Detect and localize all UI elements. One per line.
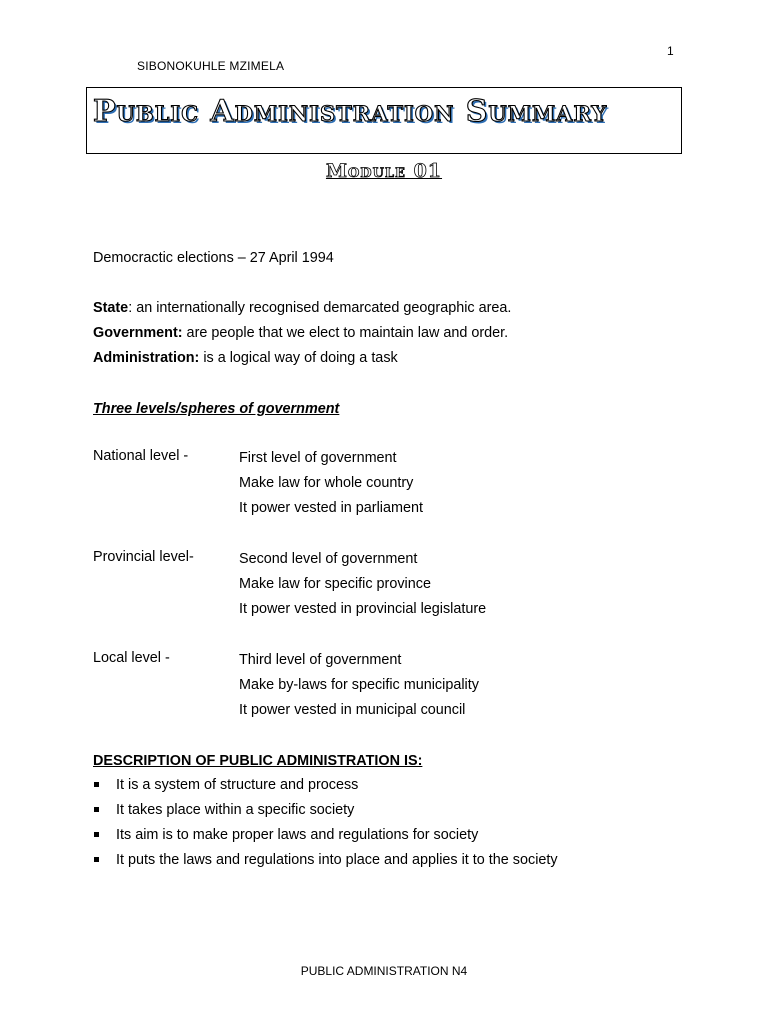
definition-term: State [93, 300, 129, 316]
level-line: Third level of government [239, 652, 402, 668]
levels-heading: Three levels/spheres of government [93, 401, 340, 417]
list-item [93, 825, 558, 850]
level-line: Second level of government [239, 551, 418, 567]
bullet-square-icon [94, 857, 99, 862]
level-description [239, 549, 486, 624]
level-line: It power vested in parliament [239, 500, 423, 516]
level-name: Provincial level- [93, 549, 194, 565]
level-name: National level - [93, 448, 189, 464]
page-number: 1 [667, 44, 674, 58]
module-heading: Module 01 [325, 160, 443, 182]
definition-administration [93, 350, 398, 366]
elections-line: Democractic elections – 27 April 1994 [93, 250, 334, 266]
list-item [93, 850, 558, 875]
page-footer: PUBLIC ADMINISTRATION N4 [300, 964, 468, 978]
level-line: It power vested in provincial legislature [239, 601, 487, 617]
definition-state [93, 300, 511, 316]
list-item-text: It is a system of structure and process [116, 777, 359, 793]
bullet-square-icon [94, 807, 99, 812]
list-item-text: It takes place within a specific society [116, 802, 355, 818]
definition-term: Government: [93, 325, 183, 341]
description-heading: DESCRIPTION OF PUBLIC ADMINISTRATION IS: [93, 753, 423, 769]
description-list [93, 775, 558, 875]
definition-text: are people that we elect to maintain law and order. [182, 325, 509, 341]
document-title: Public Administration Summary [93, 94, 608, 129]
definition-text: is a logical way of doing a task [199, 350, 398, 366]
level-line: Make law for specific province [239, 576, 431, 592]
definition-term: Administration: [93, 350, 200, 366]
bullet-square-icon [94, 832, 99, 837]
level-description [239, 448, 423, 523]
level-name: Local level - [93, 650, 170, 666]
level-line: Make law for whole country [239, 475, 414, 491]
list-item [93, 800, 558, 825]
level-line: First level of government [239, 450, 397, 466]
level-line: Make by-laws for specific municipality [239, 677, 479, 693]
bullet-square-icon [94, 782, 99, 787]
author-name: SIBONOKUHLE MZIMELA [137, 59, 285, 73]
level-line: It power vested in municipal council [239, 702, 466, 718]
list-item-text: Its aim is to make proper laws and regulations for society [116, 827, 479, 843]
list-item [93, 775, 558, 800]
list-item-text: It puts the laws and regulations into place and applies it to the society [116, 852, 558, 868]
level-description [239, 650, 479, 725]
definition-text: : an internationally recognised demarcated geographic area. [128, 300, 512, 316]
definition-government [93, 325, 508, 341]
